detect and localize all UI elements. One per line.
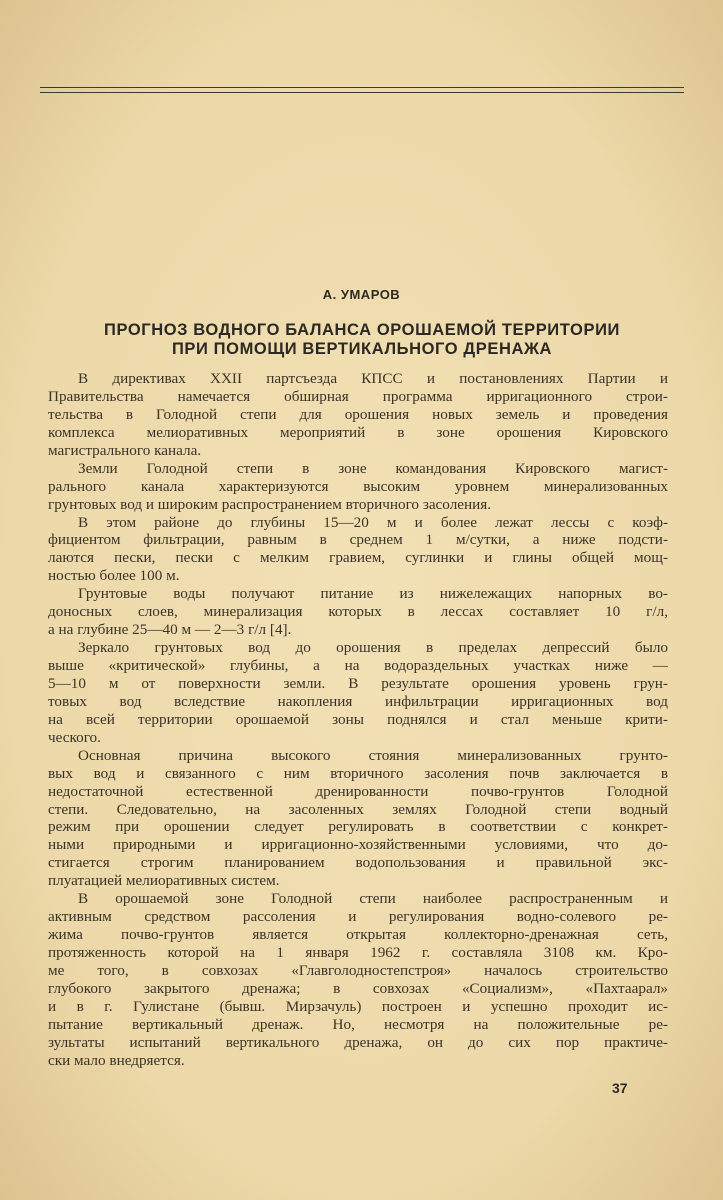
author-name: А. УМАРОВ bbox=[322, 287, 401, 302]
text-line: на всей территории орошаемой зоны поднялся и стал меньше крити- bbox=[48, 710, 668, 728]
text-line: Основная причина высокого стояния минерализованных грунто- bbox=[78, 746, 668, 764]
text-line: зультаты испытаний вертикального дренажа, он до сих пор практиче- bbox=[48, 1033, 668, 1051]
text-line: В этом районе до глубины 15—20 м и более лежат лессы с коэф- bbox=[78, 513, 668, 531]
text-line: ческого. bbox=[48, 728, 101, 746]
text-line: В директивах XXII партсъезда КПСС и постановлениях Партии и bbox=[78, 370, 668, 387]
paragraph bbox=[48, 514, 668, 586]
header-rule-bottom bbox=[40, 92, 684, 93]
text-line: В орошаемой зоне Голодной степи наиболее распространенным и bbox=[78, 890, 668, 908]
text-line: Правительства намечается обширная программа ирригационного строи- bbox=[48, 387, 668, 405]
text-line: протяженность которой на 1 января 1962 г. составляла 3108 км. Кро- bbox=[48, 944, 668, 961]
title-line: ПРИ ПОМОЩИ ВЕРТИКАЛЬНОГО ДРЕНАЖА bbox=[171, 340, 553, 358]
text-line: стигается строгим планированием водопользования и правильной экс- bbox=[48, 854, 668, 872]
title-line: ПРОГНОЗ ВОДНОГО БАЛАНСА ОРОШАЕМОЙ ТЕРРИТОРИИ bbox=[103, 321, 620, 339]
text-line: ме того, в совхозах «Главголодностепстроя» началось строительство bbox=[48, 961, 668, 979]
paragraph bbox=[48, 585, 668, 639]
text-line: грунтовых вод и широким распространением вторичного засоления. bbox=[48, 495, 492, 513]
text-line: ностью более 100 м. bbox=[48, 567, 180, 585]
paragraph bbox=[48, 890, 668, 1069]
article-body bbox=[48, 370, 668, 1070]
text-line: а на глубине 25—40 м — 2—3 г/л [4]. bbox=[48, 621, 292, 639]
paragraph bbox=[48, 370, 668, 460]
text-line: рального канала характеризуются высоким уровнем минерализованных bbox=[48, 477, 668, 495]
text-line: глубокого закрытого дренажа; в совхозах «Социализм», «Пахтаарал» bbox=[48, 979, 668, 997]
text-line: ски мало внедряется. bbox=[48, 1051, 185, 1069]
text-line: магистрального канала. bbox=[48, 441, 202, 459]
text-line: степи. Следовательно, на засоленных землях Голодной степи водный bbox=[48, 800, 668, 818]
text-line: Зеркало грунтовых вод до орошения в пределах депрессий было bbox=[78, 639, 668, 657]
text-line: ными природными и ирригационно-хозяйственными условиями, что до- bbox=[48, 836, 668, 854]
text-line: недостаточной естественной дренированности почво-грунтов Голодной bbox=[48, 782, 668, 800]
text-line: 5—10 м от поверхности земли. В результате орошения уровень грун- bbox=[48, 674, 668, 692]
text-line: выше «критической» глубины, а на водораздельных участках ниже — bbox=[48, 657, 668, 674]
article-title bbox=[40, 321, 684, 359]
text-line: тельства в Голодной степи для орошения новых земель и проведения bbox=[48, 405, 668, 423]
text-line: доносных слоев, минерализация которых в лессах составляет 10 г/л, bbox=[48, 603, 668, 621]
text-line: режим при орошении следует регулировать в соответствии с конкрет- bbox=[48, 818, 668, 836]
header-rule-top bbox=[40, 87, 684, 88]
text-line: Земли Голодной степи в зоне командования Кировского магист- bbox=[78, 459, 668, 477]
paragraph bbox=[48, 460, 668, 514]
text-line: лаются пески, пески с мелким гравием, суглинки и глины общей мощ- bbox=[48, 549, 668, 567]
text-line: жима почво-грунтов является открытая коллекторно-дренажная сеть, bbox=[48, 926, 668, 944]
text-line: комплекса мелиоративных мероприятий в зоне орошения Кировского bbox=[48, 423, 668, 441]
text-line: активным средством рассоления и регулирования водно-солевого ре- bbox=[48, 908, 668, 926]
page-number: 37 bbox=[612, 1080, 628, 1096]
text-line: товых вод вследствие накопления инфильтрации ирригационных вод bbox=[48, 692, 668, 710]
text-line: пытание вертикальный дренаж. Но, несмотря на положительные ре- bbox=[48, 1015, 668, 1033]
paragraph bbox=[48, 639, 668, 747]
text-line: вых вод и связанного с ним вторичного засоления почв заключается в bbox=[48, 764, 668, 782]
text-line: плуатацией мелиоративных систем. bbox=[48, 872, 280, 890]
text-line: и в г. Гулистане (бывш. Мирзачуль) построен и успешно проходит ис- bbox=[48, 997, 668, 1015]
text-line: Грунтовые воды получают питание из нижележащих напорных во- bbox=[78, 585, 668, 603]
paragraph bbox=[48, 747, 668, 891]
text-line: фициентом фильтрации, равным в среднем 1 м/сутки, а ниже подсти- bbox=[48, 531, 668, 549]
